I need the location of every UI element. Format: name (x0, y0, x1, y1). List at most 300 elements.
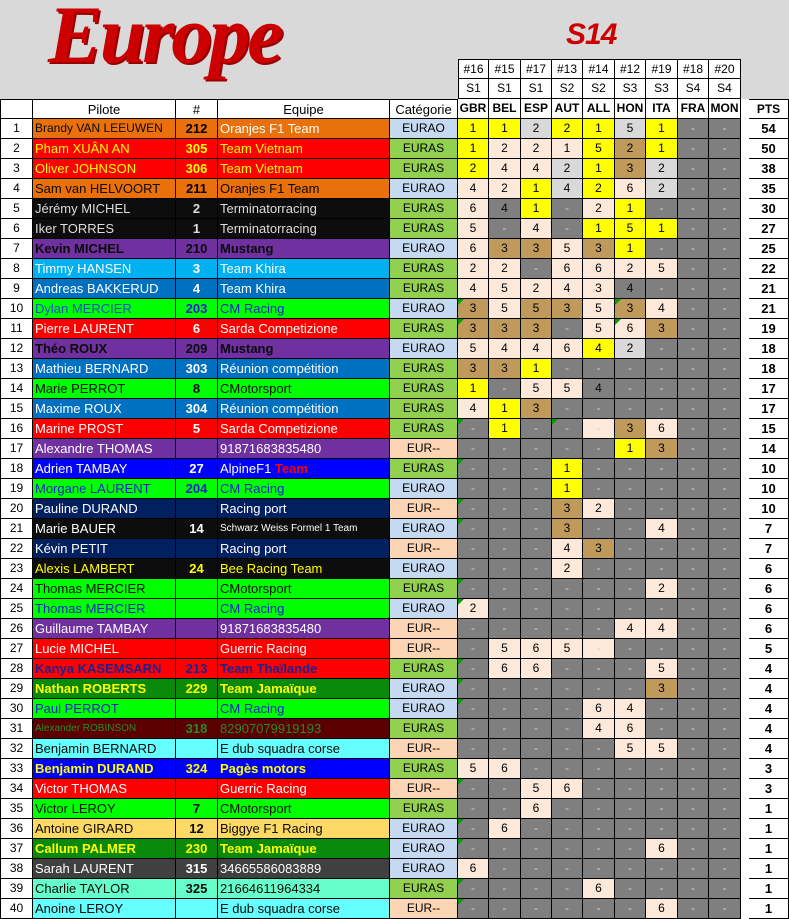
row-position: 2 (0, 139, 33, 159)
race-result: - (646, 879, 678, 899)
race-result: 1 (646, 119, 678, 139)
race-result: - (709, 619, 741, 639)
race-result: - (489, 579, 521, 599)
race-result: - (646, 539, 678, 559)
pilot-name: Andreas BAKKERUD (33, 279, 176, 299)
race-result: - (678, 279, 709, 299)
race-result: - (615, 639, 646, 659)
pilot-name: Antoine GIRARD (33, 819, 176, 839)
race-result: - (552, 199, 583, 219)
race-result: - (552, 359, 583, 379)
race-result: - (646, 779, 678, 799)
car-number (176, 439, 218, 459)
category-badge: EURAO (390, 179, 458, 199)
race-result: - (615, 399, 646, 419)
team-name (218, 819, 390, 839)
race-result: - (583, 419, 615, 439)
race-result: - (583, 559, 615, 579)
race-result: 5 (489, 279, 521, 299)
race-result: 3 (646, 679, 678, 699)
race-result: 5 (552, 379, 583, 399)
pilot-name: Timmy HANSEN (33, 259, 176, 279)
comment-marker (458, 679, 464, 685)
comment-marker (458, 299, 464, 305)
race-result: 1 (552, 459, 583, 479)
car-number: 24 (176, 559, 218, 579)
pilot-name: Marie PERROT (33, 379, 176, 399)
pilot-name: Nathan ROBERTS (33, 679, 176, 699)
total-points: 21 (749, 299, 789, 319)
team-name-text: E dub squadra corse (220, 741, 340, 756)
race-header-aut: AUT (552, 99, 583, 119)
race-result: 4 (583, 379, 615, 399)
row-position: 36 (0, 819, 33, 839)
team-name (218, 539, 390, 559)
row-position: 26 (0, 619, 33, 639)
race-result: 1 (521, 359, 552, 379)
row-position: 39 (0, 879, 33, 899)
row-position: 6 (0, 219, 33, 239)
race-result: - (615, 779, 646, 799)
round-number-2: #15 (489, 59, 521, 79)
europe-logo: Europe (48, 0, 281, 80)
total-points: 22 (749, 259, 789, 279)
row-position: 7 (0, 239, 33, 259)
race-result: 6 (583, 699, 615, 719)
race-result: 6 (646, 419, 678, 439)
race-result: - (489, 899, 521, 919)
race-result: - (521, 619, 552, 639)
total-points: 1 (749, 819, 789, 839)
race-result: 4 (615, 279, 646, 299)
race-result: - (521, 259, 552, 279)
race-result: - (521, 719, 552, 739)
race-result: - (489, 599, 521, 619)
category-badge: EURAS (390, 759, 458, 779)
car-number: 4 (176, 279, 218, 299)
race-result: - (583, 579, 615, 599)
category-badge: EURAS (390, 379, 458, 399)
race-result: - (583, 659, 615, 679)
race-result: - (678, 159, 709, 179)
race-result: - (709, 419, 741, 439)
team-name (218, 239, 390, 259)
pilot-name: Benjamin DURAND (33, 759, 176, 779)
race-result: - (552, 719, 583, 739)
category-badge: EURAS (390, 459, 458, 479)
total-points: 1 (749, 839, 789, 859)
race-result: - (709, 399, 741, 419)
row-position: 12 (0, 339, 33, 359)
race-result: 5 (615, 119, 646, 139)
car-number: 303 (176, 359, 218, 379)
team-name (218, 739, 390, 759)
race-result: - (678, 659, 709, 679)
category-badge: EUR-- (390, 439, 458, 459)
team-name (218, 439, 390, 459)
race-result: - (458, 479, 489, 499)
race-result: 4 (552, 539, 583, 559)
comment-marker (552, 419, 558, 425)
race-result: 6 (552, 779, 583, 799)
category-badge: EURAO (390, 479, 458, 499)
race-result: - (458, 419, 489, 439)
race-result: - (646, 379, 678, 399)
total-points: 15 (749, 419, 789, 439)
pilot-name: Pierre LAURENT (33, 319, 176, 339)
team-name-text: CM Racing (220, 701, 285, 716)
car-number: 27 (176, 459, 218, 479)
total-points: 27 (749, 219, 789, 239)
race-result: - (489, 519, 521, 539)
race-result: 1 (458, 119, 489, 139)
race-result: - (678, 619, 709, 639)
race-result: - (489, 739, 521, 759)
team-name-text: Oranjes F1 Team (220, 121, 320, 136)
race-result: - (678, 399, 709, 419)
team-name-text: Team Vietnam (220, 141, 303, 156)
race-result: - (709, 119, 741, 139)
total-points: 30 (749, 199, 789, 219)
race-result: 6 (521, 639, 552, 659)
team-name (218, 559, 390, 579)
row-position: 3 (0, 159, 33, 179)
race-result: - (646, 719, 678, 739)
race-result: - (521, 679, 552, 699)
race-result: 1 (615, 439, 646, 459)
total-points: 10 (749, 479, 789, 499)
team-name (218, 219, 390, 239)
row-position: 30 (0, 699, 33, 719)
race-result: - (583, 639, 615, 659)
race-result: 3 (583, 239, 615, 259)
car-number (176, 499, 218, 519)
race-result: - (615, 559, 646, 579)
row-position: 33 (0, 759, 33, 779)
race-result: - (709, 819, 741, 839)
category-badge: EURAS (390, 799, 458, 819)
total-points: 6 (749, 619, 789, 639)
race-result: - (709, 139, 741, 159)
race-result: 6 (458, 239, 489, 259)
race-result: - (458, 559, 489, 579)
team-name-text: CM Racing (220, 481, 285, 496)
category-badge: EURAO (390, 339, 458, 359)
race-result: - (489, 879, 521, 899)
race-header-mon: MON (709, 99, 741, 119)
race-result: - (678, 299, 709, 319)
team-name-text: CM Racing (220, 301, 285, 316)
race-result: - (678, 519, 709, 539)
pilot-name: Victor THOMAS (33, 779, 176, 799)
race-result: 2 (458, 259, 489, 279)
race-result: - (583, 439, 615, 459)
row-position: 19 (0, 479, 33, 499)
race-result: 3 (615, 299, 646, 319)
team-name (218, 359, 390, 379)
race-result: 1 (583, 219, 615, 239)
car-number: 315 (176, 859, 218, 879)
race-result: - (678, 759, 709, 779)
total-points: 6 (749, 579, 789, 599)
race-result: - (458, 499, 489, 519)
race-result: 1 (458, 139, 489, 159)
team-name-text: 91871683835480 (220, 441, 322, 456)
row-position: 27 (0, 639, 33, 659)
race-result: - (458, 439, 489, 459)
race-result: 1 (552, 139, 583, 159)
round-split-4: S2 (552, 79, 583, 99)
race-result: - (583, 519, 615, 539)
race-result: - (615, 479, 646, 499)
race-result: - (709, 879, 741, 899)
total-points: 10 (749, 459, 789, 479)
team-name-text: 82907079919193 (220, 721, 322, 736)
race-result: - (709, 759, 741, 779)
race-result: - (552, 899, 583, 919)
team-name-text: Team Jamaïque (220, 681, 317, 696)
race-result: 3 (615, 159, 646, 179)
total-points: 1 (749, 899, 789, 919)
race-result: 4 (521, 339, 552, 359)
pilot-name: Morgane LAURENT (33, 479, 176, 499)
race-result: - (552, 739, 583, 759)
race-result: - (678, 639, 709, 659)
row-position: 18 (0, 459, 33, 479)
team-name (218, 519, 390, 539)
race-result: - (646, 359, 678, 379)
category-badge: EUR-- (390, 739, 458, 759)
race-result: 6 (489, 759, 521, 779)
race-result: - (521, 419, 552, 439)
race-result: - (709, 279, 741, 299)
race-result: 5 (615, 739, 646, 759)
race-result: - (552, 819, 583, 839)
race-result: 6 (615, 319, 646, 339)
race-result: - (583, 819, 615, 839)
category-badge: EUR-- (390, 639, 458, 659)
race-result: 6 (583, 259, 615, 279)
pilot-name: Victor LEROY (33, 799, 176, 819)
race-result: - (678, 199, 709, 219)
race-result: - (709, 699, 741, 719)
team-name (218, 279, 390, 299)
total-points: 1 (749, 879, 789, 899)
total-points: 10 (749, 499, 789, 519)
row-position: 10 (0, 299, 33, 319)
race-result: - (678, 599, 709, 619)
category-badge: EUR-- (390, 499, 458, 519)
team-name (218, 199, 390, 219)
race-result: 3 (583, 539, 615, 559)
race-result: - (678, 139, 709, 159)
race-result: - (583, 799, 615, 819)
team-name-text: CMotorsport (220, 581, 292, 596)
race-result: - (458, 899, 489, 919)
round-number-4: #13 (552, 59, 583, 79)
race-result: - (615, 599, 646, 619)
category-badge: EURAO (390, 299, 458, 319)
car-number: 229 (176, 679, 218, 699)
race-result: - (709, 259, 741, 279)
race-result: - (583, 459, 615, 479)
race-header-bel: BEL (489, 99, 521, 119)
team-name-text: Team Khira (220, 281, 286, 296)
row-position: 23 (0, 559, 33, 579)
race-result: 2 (646, 579, 678, 599)
category-badge: EURAO (390, 679, 458, 699)
race-result: 2 (646, 179, 678, 199)
race-result: - (552, 879, 583, 899)
comment-marker (458, 839, 464, 845)
race-result: 3 (552, 519, 583, 539)
race-result: 1 (646, 139, 678, 159)
category-badge: EURAS (390, 219, 458, 239)
team-name-text: Réunion compétition (220, 361, 339, 376)
race-result: - (709, 679, 741, 699)
race-result: - (583, 599, 615, 619)
pilot-name: Adrien TAMBAY (33, 459, 176, 479)
team-name (218, 779, 390, 799)
race-result: 4 (646, 299, 678, 319)
race-result: 3 (521, 319, 552, 339)
category-badge: EUR-- (390, 899, 458, 919)
race-result: - (646, 639, 678, 659)
race-result: 4 (646, 619, 678, 639)
race-result: - (709, 799, 741, 819)
race-result: - (552, 699, 583, 719)
race-result: - (615, 879, 646, 899)
race-result: - (678, 779, 709, 799)
total-points: 3 (749, 779, 789, 799)
race-result: - (489, 619, 521, 639)
team-name (218, 399, 390, 419)
team-name (218, 499, 390, 519)
team-name (218, 699, 390, 719)
pilot-name: Jérémy MICHEL (33, 199, 176, 219)
race-result: - (552, 679, 583, 699)
category-badge: EUR-- (390, 619, 458, 639)
team-name-text: Mustang (220, 341, 274, 356)
car-number: 7 (176, 799, 218, 819)
category-badge: EURAO (390, 519, 458, 539)
pilot-name: Kevin MICHEL (33, 239, 176, 259)
race-header-hon: HON (615, 99, 646, 119)
race-header-all: ALL (583, 99, 615, 119)
row-position: 15 (0, 399, 33, 419)
team-name-text: CMotorsport (220, 381, 292, 396)
race-result: - (458, 839, 489, 859)
race-result: 5 (521, 379, 552, 399)
car-number: 325 (176, 879, 218, 899)
race-result: - (615, 859, 646, 879)
race-result: - (709, 379, 741, 399)
race-result: - (709, 639, 741, 659)
race-result: 2 (458, 599, 489, 619)
race-result: 3 (521, 239, 552, 259)
category-badge: EURAS (390, 419, 458, 439)
row-position: 32 (0, 739, 33, 759)
category-badge: EURAO (390, 699, 458, 719)
race-result: 2 (583, 199, 615, 219)
col-number-header: # (176, 99, 218, 119)
race-result: - (489, 699, 521, 719)
race-result: - (709, 499, 741, 519)
race-result: 4 (489, 159, 521, 179)
team-name (218, 379, 390, 399)
race-result: 2 (521, 279, 552, 299)
col-team-header: Equipe (218, 99, 390, 119)
team-name (218, 579, 390, 599)
race-result: 2 (489, 139, 521, 159)
race-result: - (615, 679, 646, 699)
race-result: - (583, 679, 615, 699)
pilot-name: Charlie TAYLOR (33, 879, 176, 899)
race-result: 1 (458, 379, 489, 399)
pilot-name: Alexandre THOMAS (33, 439, 176, 459)
race-result: - (646, 599, 678, 619)
race-result: - (709, 239, 741, 259)
race-result: 5 (646, 659, 678, 679)
race-result: 4 (646, 519, 678, 539)
total-points: 7 (749, 539, 789, 559)
row-position: 16 (0, 419, 33, 439)
team-name-text: Team Jamaïque (220, 841, 317, 856)
race-result: - (678, 479, 709, 499)
race-result: 5 (521, 299, 552, 319)
pilot-name: Oliver JOHNSON (33, 159, 176, 179)
total-points: 38 (749, 159, 789, 179)
race-result: - (583, 739, 615, 759)
race-result: - (678, 559, 709, 579)
team-name (218, 299, 390, 319)
race-result: - (709, 319, 741, 339)
round-split-9: S4 (709, 79, 741, 99)
race-result: 1 (583, 119, 615, 139)
race-result: - (583, 759, 615, 779)
car-number: 203 (176, 299, 218, 319)
category-badge: EURAS (390, 139, 458, 159)
total-points: 19 (749, 319, 789, 339)
row-position: 35 (0, 799, 33, 819)
race-result: - (521, 559, 552, 579)
race-result: 2 (583, 179, 615, 199)
pilot-name: Alexis LAMBERT (33, 559, 176, 579)
team-name (218, 679, 390, 699)
race-result: 5 (646, 739, 678, 759)
race-result: - (458, 799, 489, 819)
race-result: 3 (458, 359, 489, 379)
race-result: 4 (521, 219, 552, 239)
race-result: - (709, 839, 741, 859)
round-split-5: S2 (583, 79, 615, 99)
pilot-name: Marie BAUER (33, 519, 176, 539)
race-result: - (583, 839, 615, 859)
race-result: - (458, 539, 489, 559)
team-name (218, 799, 390, 819)
race-result: - (678, 879, 709, 899)
race-result: - (458, 579, 489, 599)
race-result: - (489, 439, 521, 459)
race-result: - (646, 339, 678, 359)
race-result: - (489, 559, 521, 579)
team-name-text: Team Thaïlande (220, 661, 318, 676)
car-number: 230 (176, 839, 218, 859)
team-name-text: Réunion compétition (220, 401, 339, 416)
race-result: - (521, 739, 552, 759)
race-result: 6 (552, 339, 583, 359)
round-split-7: S3 (646, 79, 678, 99)
